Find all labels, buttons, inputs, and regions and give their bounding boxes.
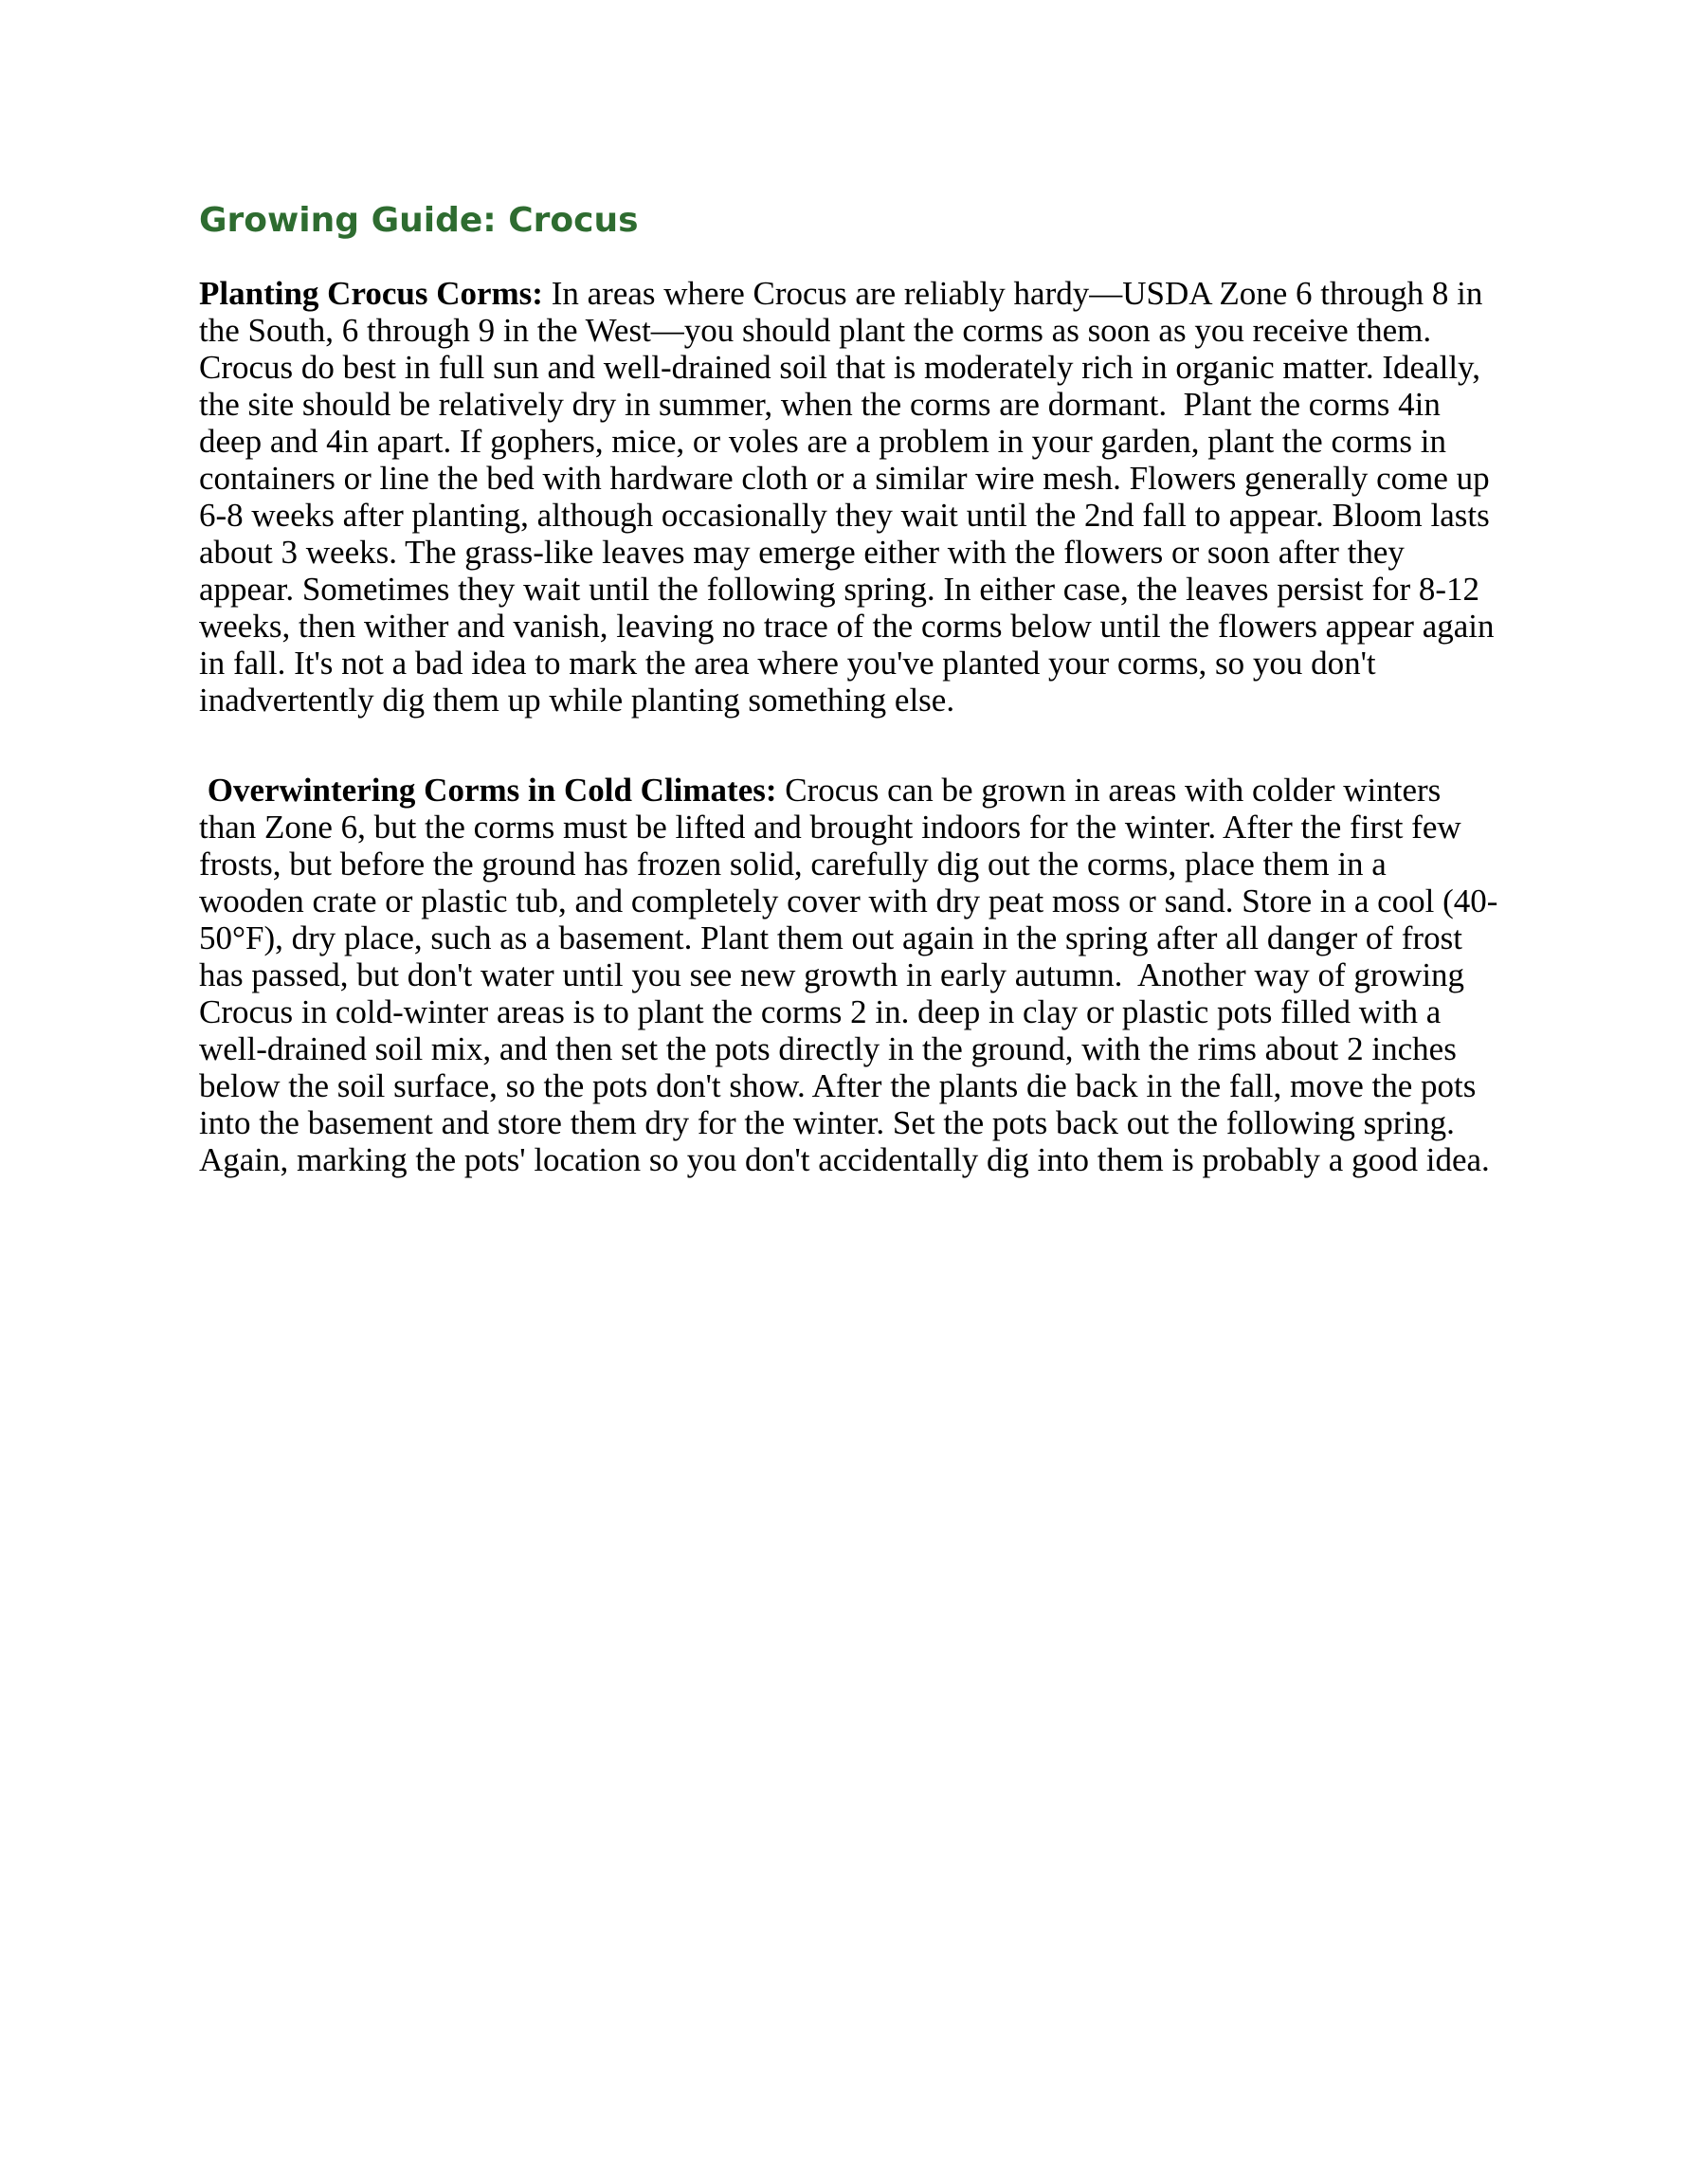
paragraph-overwintering-text: Crocus can be grown in areas with colder winters than Zone 6, but the corms must be lifted and brought indoors for the winter. After the first few frosts, but before the ground has frozen solid, carefully dig out the corms, place them in a wooden crate or plastic tub, and completely cover with dry peat moss or sand. Store in a cool (40-50°F), dry place, such as a basement. Plant them out again in the spring after all danger of frost has passed, but don't water until you see new growth in early autumn. Another way of growing Crocus in cold-winter areas is to plant the corms 2 in. deep in clay or plastic pots filled with a well-drained soil mix, and then set the pots directly in the ground, with the rims about 2 inches below the soil surface, so the pots don't show. After the plants die back in the fall, move the pots into the basement and store them dry for the winter. Set the pots back out the following spring. Again, marking the pots' location so you don't accidentally dig into them is probably a good idea. (199, 772, 1498, 1178)
paragraph-overwintering-lead: Overwintering Corms in Cold Climates: (199, 772, 786, 809)
paragraph-overwintering (199, 772, 1499, 1178)
page-title: Growing Guide: Crocus (199, 201, 639, 240)
paragraph-planting-text: In areas where Crocus are reliably hardy—USDA Zone 6 through 8 in the South, 6 through 9 in the West—you should plant the corms as soon as you receive them. Crocus do best in full sun and well-drained soil that is moderately rich in organic matter. Ideally, the site should be relatively dry in summer, when the corms are dormant. Plant the corms 4in deep and 4in apart. If gophers, mice, or voles are a problem in your garden, plant the corms in containers or line the bed with hardware cloth or a similar wire mesh. Flowers generally come up 6-8 weeks after planting, although occasionally they wait until the 2nd fall to appear. Bloom lasts about 3 weeks. The grass-like leaves may emerge either with the flowers or soon after they appear. Sometimes they wait until the following spring. In either case, the leaves persist for 8-12 weeks, then wither and vanish, leaving no trace of the corms below until the flowers appear again in fall. It's not a bad idea to mark the area where you've planted your corms, so you don't inadvertently dig them up while planting something else. (199, 275, 1495, 719)
document-content (199, 0, 1499, 1178)
paragraph-planting-lead: Planting Crocus Corms: (199, 275, 552, 312)
paragraph-planting-corms (199, 275, 1499, 719)
